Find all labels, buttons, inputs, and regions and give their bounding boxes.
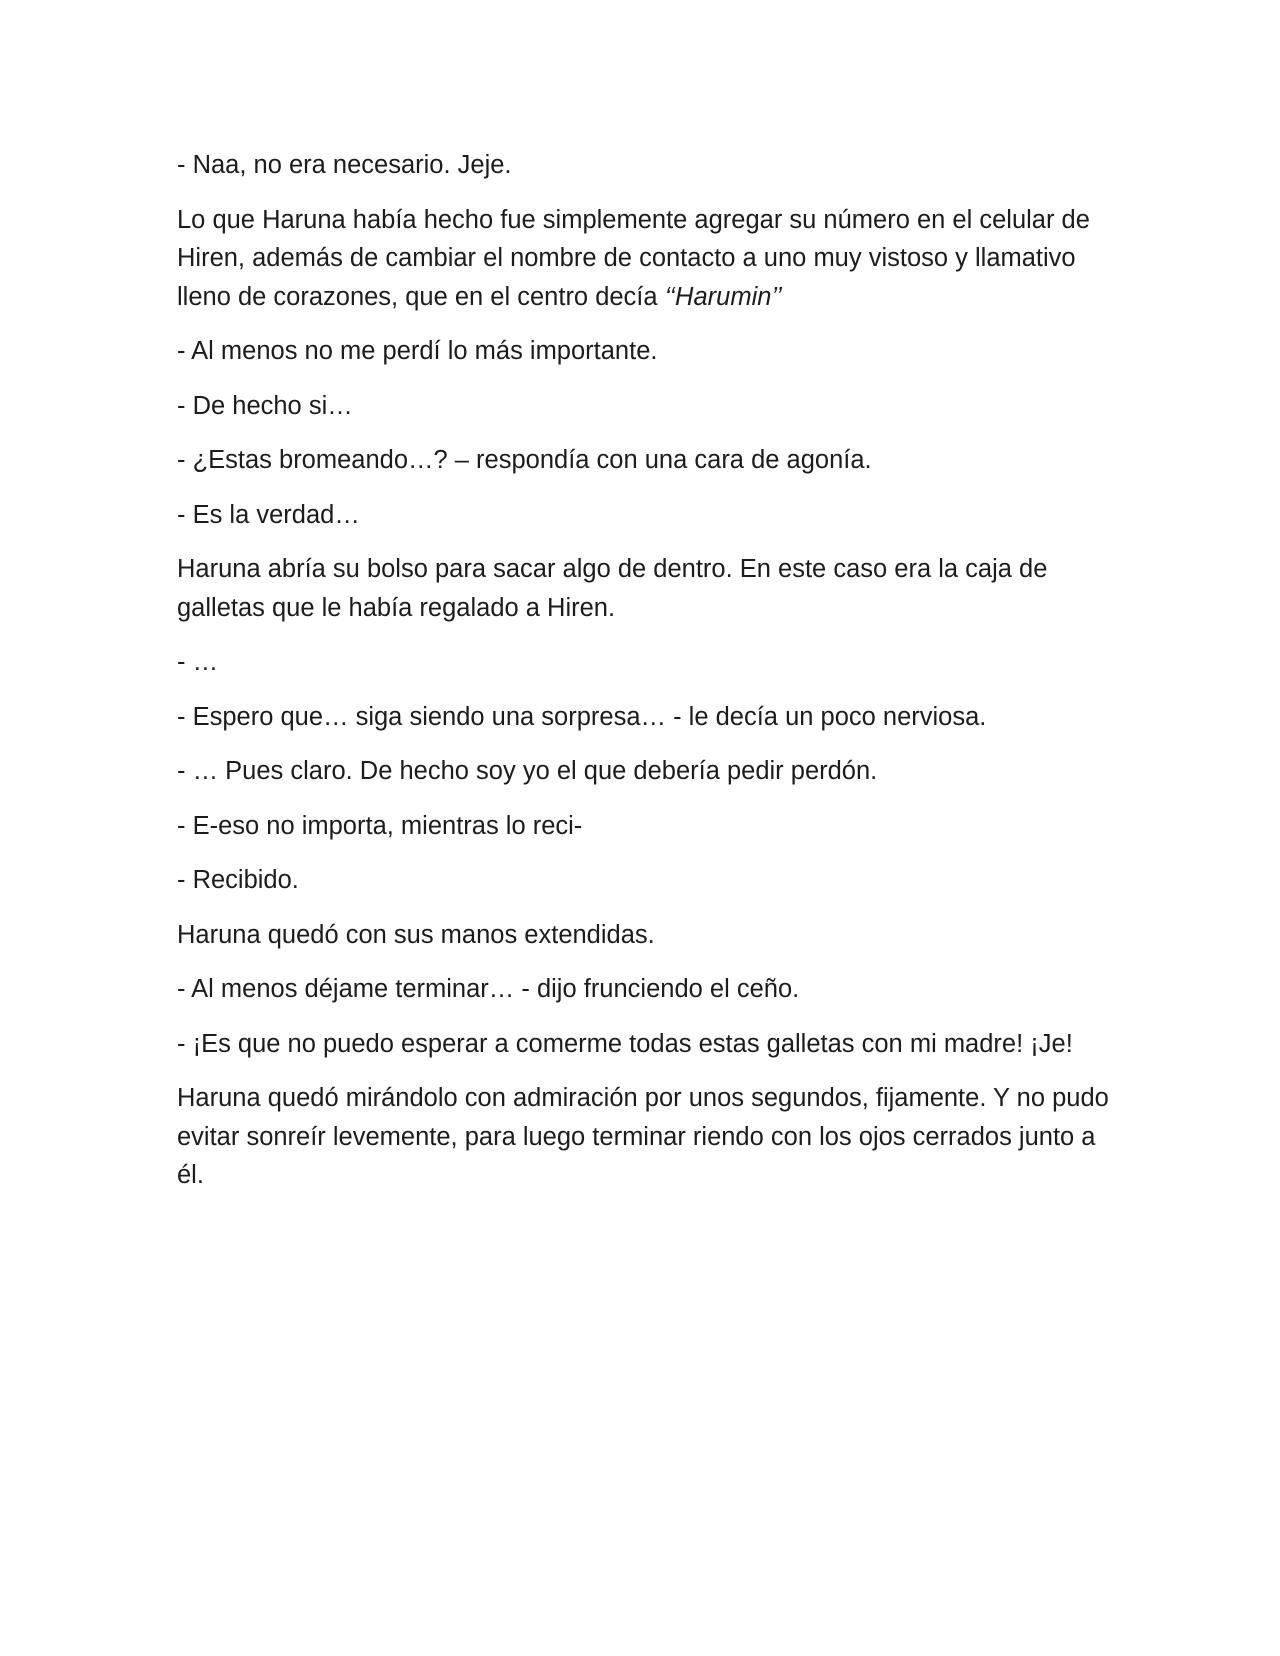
narration-paragraph: Haruna abría su bolso para sacar algo de dentro. En este caso era la caja de galletas que le había regalado a Hiren. (177, 555, 1048, 622)
narration-paragraph: Haruna quedó mirándolo con admiración por unos segundos, fijamente. Y no pudo evitar sonreír levemente, para luego terminar riendo con los ojos cerrados junto a él. (177, 1084, 1109, 1189)
narration-paragraph: Haruna quedó con sus manos extendidas. (177, 920, 655, 949)
dialogue-line: - Al menos déjame terminar… - dijo frunciendo el ceño. (177, 975, 800, 1003)
contact-name-quote: ‘‘Harumin’’ (664, 282, 782, 311)
dialogue-line: - ¡Es que no puedo esperar a comerme todas estas galletas con mi madre! ¡Je! (177, 1029, 1073, 1058)
narration-text: Lo que Haruna había hecho fue simplemente agregar su número en el celular de Hiren, además de cambiar el nombre de contacto a uno muy vistoso y llamativo lleno de corazones, que en el centro decía (177, 205, 1090, 311)
narration-paragraph (177, 201, 1112, 317)
dialogue-line: - ¿Estas bromeando…? – respondía con una cara de agonía. (177, 446, 872, 474)
dialogue-line: - … (177, 648, 219, 676)
dialogue-line: - Espero que… siga siendo una sorpresa… - le decía un poco nerviosa. (177, 702, 987, 731)
dialogue-line: - Es la verdad… (177, 500, 360, 529)
dialogue-line: - E-eso no importa, mientras lo reci- (177, 811, 583, 840)
dialogue-line: - Naa, no era necesario. Jeje. (177, 151, 512, 179)
dialogue-line: - Recibido. (177, 866, 299, 894)
dialogue-line: - De hecho si… (177, 391, 353, 420)
dialogue-line: - … Pues claro. De hecho soy yo el que debería pedir perdón. (177, 757, 878, 785)
document-body (177, 146, 1112, 1211)
dialogue-line: - Al menos no me perdí lo más importante. (177, 337, 658, 365)
